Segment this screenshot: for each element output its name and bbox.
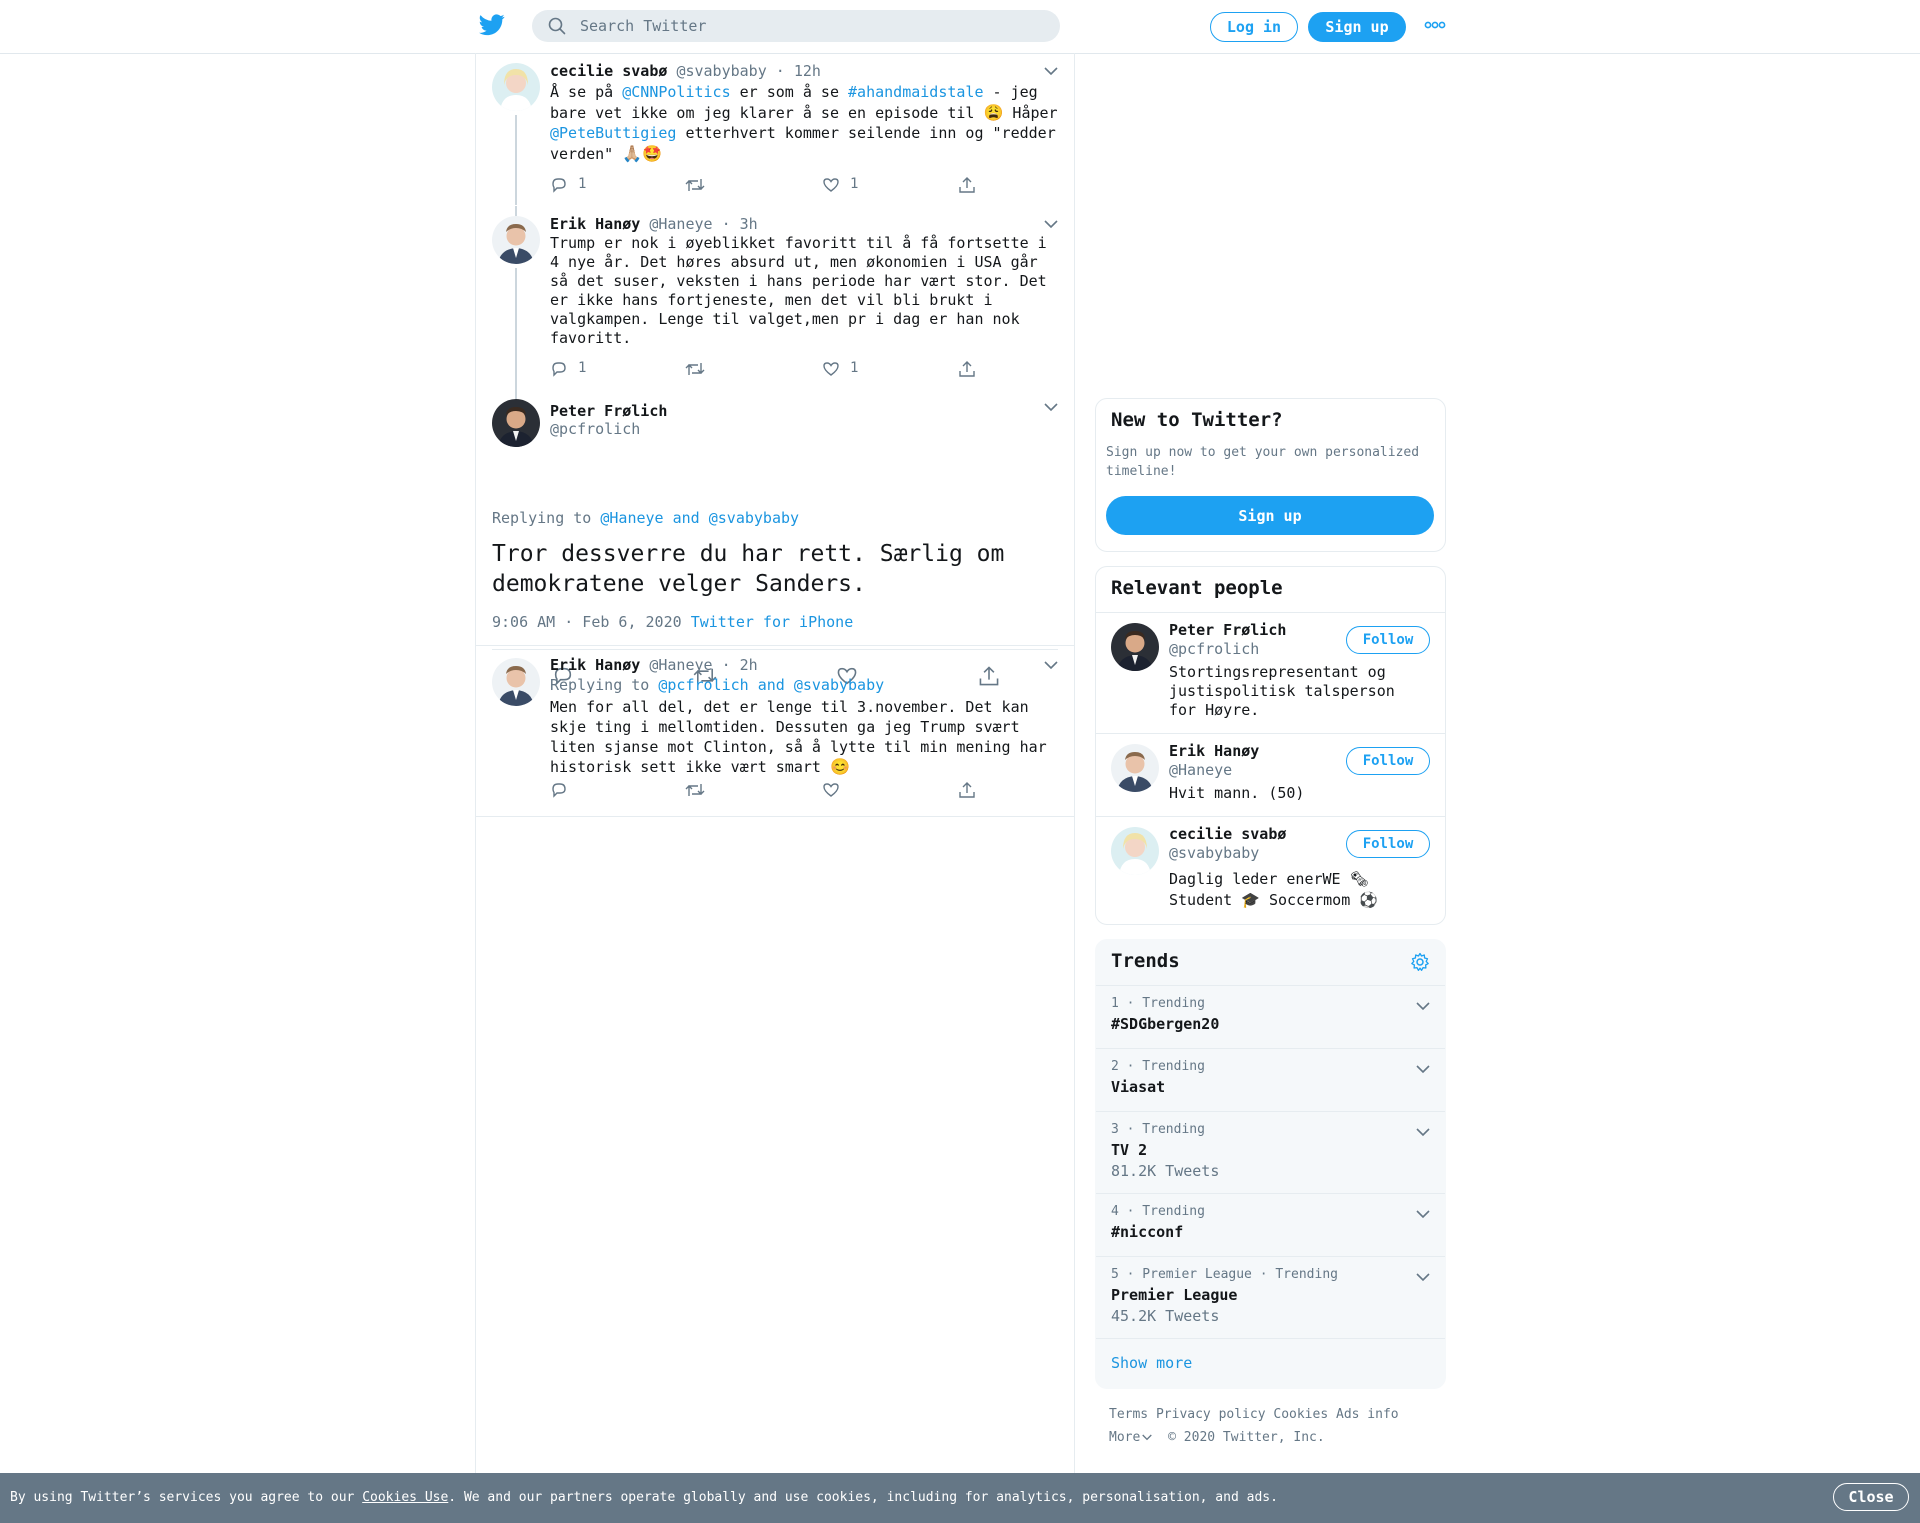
twitter-bird-logo-icon[interactable]: [479, 14, 505, 38]
tweet-text: [550, 82, 1060, 164]
person-bio: Hvit mann. (50): [1169, 784, 1305, 802]
trend-item[interactable]: [1096, 1256, 1445, 1338]
reply-count: 1: [578, 360, 587, 376]
search-box[interactable]: [532, 10, 1060, 42]
emoji: 🙏🏼🤩: [622, 143, 663, 163]
person-handle[interactable]: @Haneye: [1169, 761, 1233, 779]
text-segment: - jeg bare vet ikke om jeg klarer å se en episode til: [550, 83, 1038, 122]
heart-icon: [822, 781, 840, 799]
reply-button[interactable]: [550, 781, 568, 801]
trend-meta: 1 · Trending: [1111, 996, 1205, 1011]
like-count: 1: [850, 360, 859, 376]
focused-tweet: [476, 389, 1074, 647]
login-button[interactable]: Log in: [1210, 12, 1298, 42]
author-handle[interactable]: @pcfrolich: [550, 420, 641, 438]
footer-link-ads-info[interactable]: Ads info: [1336, 1407, 1399, 1422]
replying-to: [492, 509, 799, 527]
tweet-actions: [550, 360, 990, 380]
reply-button[interactable]: [550, 176, 586, 196]
trend-meta: 2 · Trending: [1111, 1059, 1205, 1074]
text-segment: etterhvert kommer seilende inn og "redder verden": [550, 124, 1056, 163]
cookie-close-button[interactable]: Close: [1833, 1483, 1909, 1511]
trend-item[interactable]: [1096, 985, 1445, 1048]
avatar[interactable]: [492, 658, 540, 706]
card-description: Sign up now to get your own personalized timeline!: [1106, 445, 1420, 479]
trend-meta: 5 · Premier League · Trending: [1111, 1267, 1338, 1282]
focused-tweet-actions: [476, 610, 1074, 630]
retweet-button[interactable]: [685, 360, 705, 380]
trend-item[interactable]: [1096, 1048, 1445, 1111]
footer-link-terms[interactable]: Terms: [1109, 1407, 1149, 1422]
reply-icon: [550, 176, 568, 194]
text-segment: Å se på: [550, 83, 623, 101]
tweet-erik-2[interactable]: [476, 646, 1074, 808]
replying-to: [550, 676, 884, 695]
like-button[interactable]: [822, 176, 858, 196]
person-bio: Stortingsrepresentant og justispolitisk talsperson for Høyre.: [1169, 663, 1395, 719]
settings-gear-icon[interactable]: [1410, 952, 1430, 972]
author-name[interactable]: Erik Hanøy: [550, 656, 641, 674]
retweet-button[interactable]: [685, 781, 705, 801]
tweet-source-link[interactable]: Twitter for iPhone: [690, 613, 854, 631]
share-icon: [958, 360, 976, 378]
emoji: 😊: [829, 757, 850, 776]
share-icon: [958, 176, 976, 194]
show-more-row[interactable]: [1096, 1338, 1445, 1389]
chevron-down-icon[interactable]: [1416, 1128, 1430, 1138]
card-title: New to Twitter?: [1111, 409, 1283, 431]
relevant-people-card: [1095, 566, 1446, 925]
share-button[interactable]: [958, 176, 976, 196]
avatar[interactable]: [492, 63, 540, 111]
trend-meta: 3 · Trending: [1111, 1122, 1205, 1137]
heart-icon: [822, 176, 840, 194]
person-handle[interactable]: @svabybaby: [1169, 844, 1260, 862]
reply-icon: [550, 781, 568, 799]
retweet-icon: [685, 781, 705, 799]
person-bio: Daglig leder enerWE 🗞 Student 🎓 Soccermom ⚽️: [1169, 870, 1378, 909]
text-segment: Men for all del, det er lenge til 3.november. Det kan skje ting i mellomtiden. Dessuten ga jeg Trump svært liten sjanse mot Clinton, så å lytte til min mening har historisk sett ikke vært smart: [550, 698, 1047, 776]
chevron-down-icon[interactable]: [1416, 1210, 1430, 1220]
cookie-text-before: By using Twitter’s services you agree to our: [10, 1490, 363, 1505]
tweet-text: [550, 697, 1060, 777]
reply-count: 1: [578, 176, 587, 192]
chevron-down-icon[interactable]: [1044, 661, 1058, 671]
tweet-erik-1[interactable]: [476, 206, 1074, 389]
avatar[interactable]: [1111, 623, 1159, 671]
focused-tweet-text: Tror dessverre du har rett. Særlig om demokratene velger Sanders.: [492, 541, 1005, 597]
show-more-link[interactable]: Show more: [1111, 1354, 1193, 1372]
follow-button[interactable]: Follow: [1346, 747, 1430, 775]
tweet-actions: [550, 176, 990, 196]
cookie-text-after: . We and our partners operate globally and use cookies, including for analytics, personalisation, and ads.: [448, 1490, 1278, 1505]
emoji: 😩: [983, 102, 1004, 122]
share-icon: [958, 781, 976, 799]
trend-name[interactable]: Premier League: [1111, 1286, 1238, 1304]
follow-button[interactable]: Follow: [1346, 626, 1430, 654]
author-handle[interactable]: @Haneye: [649, 656, 713, 674]
person-row[interactable]: [1096, 612, 1445, 733]
text-segment: Håper: [1003, 103, 1058, 122]
person-name[interactable]: Erik Hanøy: [1169, 742, 1260, 760]
top-navigation-bar: [0, 0, 1920, 54]
like-button[interactable]: [822, 781, 840, 801]
footer-link-cookies[interactable]: Cookies: [1273, 1407, 1329, 1422]
footer-more-label: More: [1109, 1430, 1141, 1445]
trend-tweet-count: 81.2K Tweets: [1111, 1162, 1220, 1180]
thread-connector: [515, 115, 517, 205]
tweet-time[interactable]: · 3h: [721, 215, 758, 233]
author-handle[interactable]: @svabybaby: [676, 62, 767, 80]
author-name[interactable]: Peter Frølich: [550, 402, 668, 420]
tweet-time[interactable]: · 12h: [775, 62, 821, 80]
trend-name[interactable]: #nicconf: [1111, 1223, 1184, 1241]
author-name[interactable]: cecilie svabø: [550, 62, 668, 80]
trend-tweet-count: 45.2K Tweets: [1111, 1307, 1220, 1325]
chevron-down-icon[interactable]: [1416, 1065, 1430, 1075]
like-count: 1: [850, 176, 859, 192]
trend-item[interactable]: [1096, 1111, 1445, 1193]
retweet-button[interactable]: [685, 176, 705, 196]
card-title: Relevant people: [1111, 577, 1283, 599]
tweet-actions: [550, 781, 990, 801]
person-name[interactable]: Peter Frølich: [1169, 621, 1287, 639]
author-name[interactable]: Erik Hanøy: [550, 215, 641, 233]
more-options-icon[interactable]: [1424, 20, 1446, 32]
trend-name[interactable]: TV 2: [1111, 1141, 1148, 1159]
avatar[interactable]: [1111, 744, 1159, 792]
share-button[interactable]: [958, 781, 976, 801]
chevron-down-icon[interactable]: [1044, 220, 1058, 230]
author-handle[interactable]: @Haneye: [649, 215, 713, 233]
heart-icon: [822, 360, 840, 378]
replying-to-links[interactable]: @Haneye and @svabybaby: [600, 509, 800, 527]
reply-icon: [550, 360, 568, 378]
chevron-down-icon[interactable]: [1416, 1002, 1430, 1012]
chevron-down-icon[interactable]: [1044, 67, 1058, 77]
reply-button[interactable]: [550, 360, 586, 380]
divider: [476, 816, 1074, 817]
retweet-icon: [685, 176, 705, 194]
chevron-down-icon: [1142, 1434, 1152, 1441]
footer-link-privacy[interactable]: Privacy policy: [1155, 1407, 1266, 1422]
search-icon: [548, 17, 566, 35]
person-name[interactable]: cecilie svabø: [1169, 825, 1287, 843]
chevron-down-icon[interactable]: [1416, 1273, 1430, 1283]
signup-button[interactable]: Sign up: [1308, 12, 1406, 42]
person-handle[interactable]: @pcfrolich: [1169, 640, 1260, 658]
like-button[interactable]: [822, 360, 858, 380]
tweet-cecilie[interactable]: [476, 53, 1074, 205]
cookie-consent-bar: [0, 1473, 1920, 1523]
cookie-text: [10, 1490, 1278, 1505]
hashtag-link[interactable]: #ahandmaidstale: [848, 83, 984, 101]
person-row[interactable]: [1096, 816, 1445, 925]
trend-item[interactable]: [1096, 1193, 1445, 1256]
share-button[interactable]: [958, 360, 976, 380]
person-row[interactable]: [1096, 733, 1445, 816]
cookies-use-link[interactable]: Cookies Use: [362, 1490, 449, 1505]
trend-name[interactable]: #SDGbergen20: [1111, 1015, 1220, 1033]
avatar[interactable]: [1111, 827, 1159, 875]
thread-connector: [515, 206, 517, 216]
mention-link[interactable]: @PeteButtigieg: [550, 124, 677, 142]
follow-button[interactable]: Follow: [1346, 830, 1430, 858]
conversation-column: [475, 53, 1075, 1473]
replying-prefix: Replying to: [492, 509, 592, 527]
new-to-twitter-card: [1095, 398, 1446, 552]
chevron-down-icon[interactable]: [1044, 403, 1058, 413]
thread-connector: [515, 268, 517, 389]
tweet-text: Trump er nok i øyeblikket favoritt til å få fortsette i 4 nye år. Det høres absurd ut, men økonomien i USA går så det suser, veksten i hans periode har vært stor. Det er ikke hans fortjeneste, men det vil bli brukt i valgkampen. Lenge til valget,men pr i dag er han nok favoritt.: [550, 234, 1047, 347]
retweet-icon: [685, 360, 705, 378]
sidebar-footer: [1109, 1403, 1439, 1449]
mention-link[interactable]: @CNNPolitics: [622, 83, 731, 101]
footer-more-button[interactable]: [1109, 1430, 1152, 1445]
sidebar-signup-button[interactable]: Sign up: [1106, 496, 1434, 535]
replying-prefix: Replying to: [550, 676, 650, 694]
avatar[interactable]: [492, 399, 540, 447]
card-title: Trends: [1111, 950, 1180, 972]
trend-meta: 4 · Trending: [1111, 1204, 1205, 1219]
tweet-timestamp[interactable]: 9:06 AM · Feb 6, 2020: [492, 613, 682, 631]
avatar[interactable]: [492, 216, 540, 264]
trends-card: [1095, 939, 1446, 1389]
replying-to-links[interactable]: @pcfrolich and @svabybaby: [658, 676, 885, 694]
trend-name[interactable]: Viasat: [1111, 1078, 1166, 1096]
text-segment: er som å se: [730, 83, 849, 101]
copyright: © 2020 Twitter, Inc.: [1168, 1430, 1325, 1445]
search-input[interactable]: [580, 10, 1040, 42]
tweet-time[interactable]: · 2h: [721, 656, 758, 674]
thread-connector: [515, 389, 517, 399]
